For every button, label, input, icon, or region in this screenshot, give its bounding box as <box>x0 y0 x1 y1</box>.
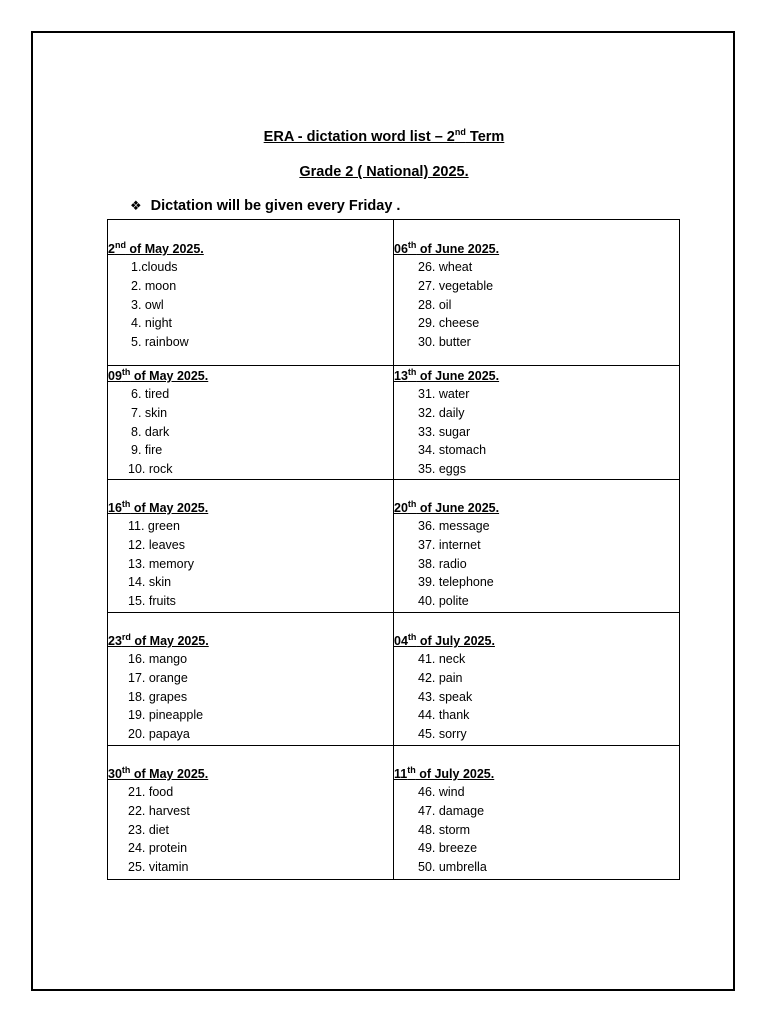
list-item: 19. pineapple <box>128 708 204 723</box>
list-item: 4. night <box>131 316 173 331</box>
week-date: 23rd of May 2025. <box>108 631 209 648</box>
list-item: 15. fruits <box>128 594 176 609</box>
dictation-table <box>107 219 680 880</box>
week-cell <box>108 366 394 480</box>
list-item: 39. telephone <box>418 575 494 590</box>
list-item: 34. stomach <box>418 443 487 458</box>
diamond-bullet-icon: ❖ <box>130 198 142 213</box>
week-cell <box>108 220 394 366</box>
week-date: 11th of July 2025. <box>394 764 495 781</box>
list-item: 17. orange <box>128 670 188 685</box>
list-item: 24. protein <box>128 841 188 856</box>
list-item: 6. tired <box>131 387 170 401</box>
list-item: 9. fire <box>131 443 163 458</box>
list-item: 32. daily <box>418 405 465 420</box>
list-item: 42. pain <box>418 670 463 685</box>
list-item: 2. moon <box>131 278 177 293</box>
list-item: 37. internet <box>418 537 481 552</box>
list-item: 46. wind <box>418 785 465 799</box>
word-list <box>108 385 393 479</box>
list-item: 28. oil <box>418 297 452 312</box>
week-cell <box>394 746 680 880</box>
word-list <box>394 650 679 744</box>
list-item: 21. food <box>128 785 174 799</box>
list-item: 29. cheese <box>418 316 480 331</box>
list-item: 12. leaves <box>128 537 185 552</box>
list-item: 36. message <box>418 519 490 533</box>
week-cell <box>394 480 680 613</box>
word-list <box>108 650 393 744</box>
week-date: 06th of June 2025. <box>394 239 500 256</box>
list-item: 22. harvest <box>128 803 190 818</box>
week-cell <box>394 220 680 366</box>
list-item: 11. green <box>128 519 180 533</box>
list-item: 20. papaya <box>128 727 190 742</box>
list-item: 25. vitamin <box>128 860 189 875</box>
list-item: 45. sorry <box>418 727 467 742</box>
list-item: 43. speak <box>418 689 473 704</box>
list-item: 5. rainbow <box>131 335 189 350</box>
table-row <box>108 220 680 366</box>
week-date: 13th of June 2025. <box>394 366 500 383</box>
list-item: 8. dark <box>131 424 170 439</box>
list-item: 47. damage <box>418 803 485 818</box>
week-date: 30th of May 2025. <box>108 764 209 781</box>
list-item: 7. skin <box>131 405 168 420</box>
week-date: 04th of July 2025. <box>394 631 495 648</box>
list-item: 33. sugar <box>418 424 471 439</box>
friday-note <box>130 198 400 214</box>
table-row <box>108 366 680 480</box>
title-suffix: Term <box>465 129 505 145</box>
title-superscript: nd <box>454 127 466 138</box>
week-date: 2nd of May 2025. <box>108 239 204 256</box>
list-item: 1.clouds <box>131 260 178 274</box>
document-subtitle: Grade 2 ( National) 2025. <box>299 164 469 180</box>
word-list <box>394 385 679 479</box>
list-item: 23. diet <box>128 822 170 837</box>
note-text: Dictation will be given every Friday . <box>150 198 401 214</box>
table-row <box>108 480 680 613</box>
week-date: 20th of June 2025. <box>394 498 500 515</box>
week-cell <box>108 613 394 746</box>
word-list <box>394 258 679 352</box>
list-item: 49. breeze <box>418 841 478 856</box>
table-row <box>108 613 680 746</box>
word-list <box>108 783 393 877</box>
list-item: 3. owl <box>131 297 164 312</box>
week-cell <box>108 746 394 880</box>
list-item: 44. thank <box>418 708 470 723</box>
word-list <box>108 517 393 611</box>
document-title <box>0 129 768 145</box>
list-item: 48. storm <box>418 822 471 837</box>
week-cell <box>108 480 394 613</box>
list-item: 16. mango <box>128 652 188 666</box>
list-item: 40. polite <box>418 594 469 609</box>
list-item: 10. rock <box>128 462 173 477</box>
list-item: 41. neck <box>418 652 466 666</box>
list-item: 31. water <box>418 387 470 401</box>
week-cell <box>394 366 680 480</box>
week-cell <box>394 613 680 746</box>
word-list <box>108 258 393 352</box>
list-item: 14. skin <box>128 575 172 590</box>
week-date: 09th of May 2025. <box>108 366 209 383</box>
word-list <box>394 783 679 877</box>
list-item: 27. vegetable <box>418 278 494 293</box>
list-item: 13. memory <box>128 556 194 571</box>
week-date: 16th of May 2025. <box>108 498 209 515</box>
list-item: 18. grapes <box>128 689 188 704</box>
title-prefix: ERA - dictation word list – 2 <box>263 129 455 145</box>
list-item: 26. wheat <box>418 260 473 274</box>
list-item: 30. butter <box>418 335 471 350</box>
table-row <box>108 746 680 880</box>
word-list <box>394 517 679 611</box>
list-item: 35. eggs <box>418 462 466 477</box>
list-item: 38. radio <box>418 556 467 571</box>
list-item: 50. umbrella <box>418 860 487 875</box>
